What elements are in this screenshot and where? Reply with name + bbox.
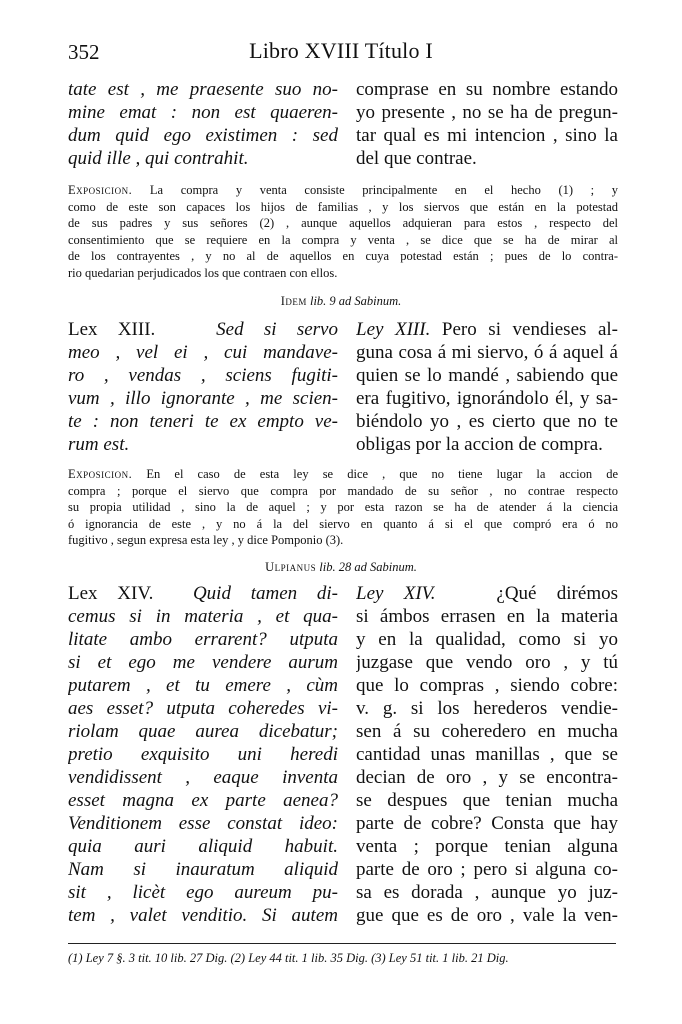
latin-line: vendidissent , eaque inventa [68,767,338,788]
spanish-line: era fugitivo, ignorándolo él, y sa- [356,388,618,409]
spanish-line: decian de oro , y se encontra- [356,767,618,788]
latin-line: riolam quae aurea dicebatur; [68,721,338,742]
footnote: (1) Ley 7 §. 3 tit. 10 lib. 27 Dig. (2) Ley 44 tit. 1 lib. 35 Dig. (3) Ley 51 tit. 1 lib. 21 Dig. [68,951,509,965]
page-number: 352 [68,40,100,64]
exposition-line: La compra y venta consiste principalmente en el hecho (1) ; y [149,183,618,197]
spanish-line: gue que es de oro , vale la ven- [356,905,618,926]
latin-line: Nam si inauratum aliquid [68,859,338,880]
latin-line: litate ambo errarent? utputa [68,629,338,650]
latin-line: vum , illo ignorante , me scien- [68,388,338,409]
source-reference: lib. 28 ad Sabinum. [319,560,417,574]
law-number: Lex XIII. [68,319,156,340]
spanish-line: cantidad unas manillas , que se [356,744,618,765]
spanish-line: que lo compras , siendo cobre: [356,675,618,696]
exposition-line: rio quedarian perjudicados los que contraen con ellos. [68,265,338,280]
latin-line: putarem , et tu emere , cùm [68,675,338,696]
latin-line: tate est , me praesente suo no- [68,79,338,100]
exposition-paragraph [68,466,618,549]
latin-line: Venditionem esse constat ideo: [68,813,338,834]
latin-line: tem , valet venditio. Si autem [68,905,338,926]
exposition-line: como de este son capaces los hijos de familias , y los siervos que están en la potestad [68,199,618,214]
spanish-line: si ámbos errasen en la materia [356,606,618,627]
spanish-line: y en la qualidad, como si yo [356,629,618,650]
spanish-line: obligas por la accion de compra. [356,434,603,455]
spanish-column-top [356,78,618,170]
exposition-line: ó ignorancia de este , y no á la del siervo en quanto á si el que compró era ó no [68,516,618,531]
spanish-line: quien se lo mandé , sabiendo que [356,365,618,386]
exposition-line: de sus padres y sus señores (2) , aunque aquellos adquieran para estos , respecto del [68,216,618,230]
latin-line: ro , vendas , sciens fugiti- [68,365,338,386]
spanish-line: venta ; porque tenian alguna [356,836,618,857]
source-author: Idem [280,294,307,308]
latin-line: si et ego me vendere aurum [68,652,338,673]
source-heading [0,294,682,309]
source-reference: lib. 9 ad Sabinum. [309,294,402,308]
exposition-line: fugitivo , segun expresa esta ley , y dice Pomponio (3). [68,533,344,547]
exposition-line: compra ; porque el siervo que compra por mandado de su señor , no contrae respecto [68,483,618,498]
latin-line: dum quid ego existimen : sed [68,125,338,146]
latin-line: quia auri aliquid habuit. [68,836,338,857]
spanish-line: del que contrae. [356,148,477,169]
latin-line: Quid tamen di- [192,583,338,604]
source-author: Ulpianus [265,560,317,574]
exposition-label: Exposicion. [68,467,133,481]
spanish-line: Pero si vendieses al- [441,319,618,340]
running-title: Libro XVIII Título I [249,38,433,63]
source-heading [0,560,682,575]
law-number: Ley XIII. [356,319,431,340]
spanish-line: tar qual es mi intencion , sino la [356,125,618,146]
exposition-line: su propia utilidad , sino la de aquel ; y por esta razon se ha de atender á la ciencia [68,500,618,514]
spanish-line: sen á su coheredero en mucha [356,721,618,742]
spanish-line: juzgase que vendo oro , y tú [356,652,618,673]
latin-line: mine emat : non est quaeren- [68,102,338,123]
exposition-line: consentimiento que se requiere en la compra y venta , se dice que se ha de mirar al [68,232,618,247]
exposition-paragraph [68,182,618,281]
latin-line: pretio exquisito uni heredi [68,744,338,765]
latin-column-lex13 [68,318,338,456]
spanish-column-lex13 [356,318,618,456]
exposition-line: de los contrayentes , y no al de aquellos en cuya potestad están ; pues de lo contra- [68,249,618,263]
latin-line: sit , licèt ego aureum pu- [68,882,338,903]
latin-column-top [68,78,338,170]
latin-column-lex14 [68,582,338,927]
latin-line: cemus si in materia , et qua- [68,606,338,627]
spanish-line: se despues que tenian mucha [356,790,618,811]
spanish-column-lex14 [356,582,618,927]
spanish-line: v. g. si los herederos vendie- [356,698,618,719]
spanish-line: yo presente , no se ha de pregun- [356,102,618,123]
latin-line: Sed si servo [216,319,338,340]
exposition-label: Exposicion. [68,183,133,197]
spanish-line: biéndolo yo , es cierto que no te [356,411,618,432]
spanish-line: comprase en su nombre estando [356,79,618,100]
latin-line: quid ille , qui contrahit. [68,148,249,169]
law-number: Lex XIV. [68,583,154,604]
latin-line: aes esset? utputa coheredes vi- [68,698,338,719]
spanish-line: sa es dorada , aunque yo juz- [356,882,618,903]
latin-line: esset magna ex parte aenea? [68,790,338,811]
latin-line: meo , vel ei , cui mandave- [68,342,338,363]
latin-line: rum est. [68,434,130,455]
spanish-line: parte de oro ; pero si alguna co- [356,859,618,880]
footnote-rule [68,943,616,944]
exposition-line: En el caso de esta ley se dice , que no tiene lugar la accion de [146,467,618,481]
spanish-line: parte de cobre? Consta que hay [356,813,618,834]
spanish-line: ¿Qué dirémos [496,583,618,604]
latin-line: te : non teneri te ex empto ve- [68,411,338,432]
spanish-line: guna cosa á mi siervo, ó á aquel á [356,342,618,363]
law-number: Ley XIV. [356,583,436,604]
